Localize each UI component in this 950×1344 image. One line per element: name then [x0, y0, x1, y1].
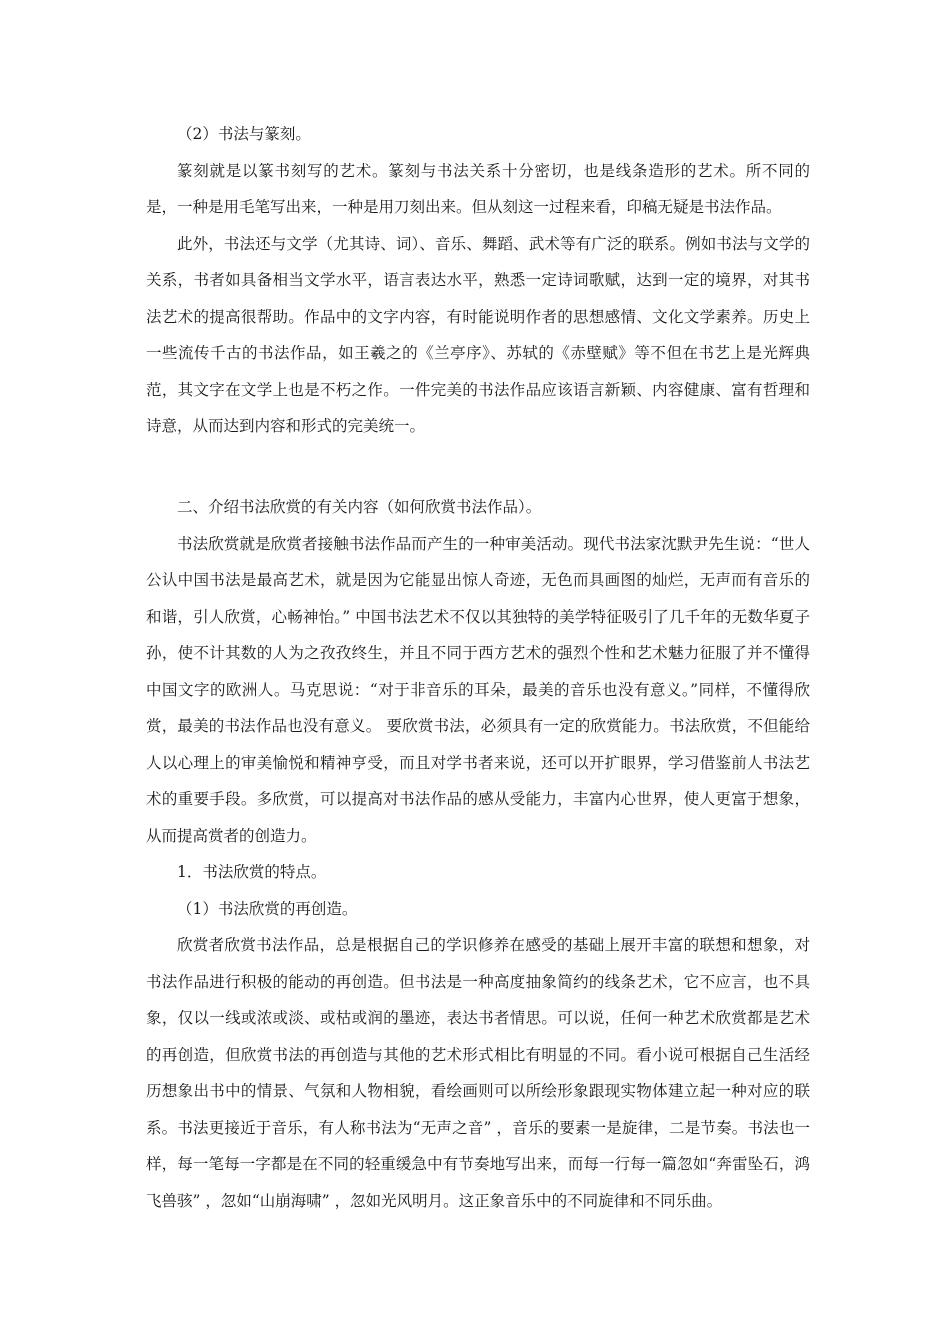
paragraph: 篆刻就是以篆书刻写的艺术。篆刻与书法关系十分密切，也是线条造形的艺术。所不同的是，一种是用毛笔写出来，一种是用刀刻出来。但从刻这一过程来看，印稿无疑是书法作品。: [146, 161, 810, 216]
paragraph: 书法欣赏就是欣赏者接触书法作品而产生的一种审美活动。现代书法家沈默尹先生说：“世人公认中国书法是最高艺术，就是因为它能显出惊人奇迹，无色而具画图的灿烂，无声而有音乐的和谐，引人欣赏，心畅神怡。” 中国书法艺术不仅以其独特的美学特征吸引了几千年的无数华夏子孙，使不计其数的人为之孜孜终生，并且不同于西方艺术的强烈个性和艺术魅力征服了并不懂得中国文字的欧洲人。马克思说：“对于非音乐的耳朵，最美的音乐也没有意义。”同样，不懂得欣赏，最美的书法作品也没有意义。 要欣赏书法，必须具有一定的欣赏能力。书法欣赏，不但能给人以心理上的审美愉悦和精神亨受，而且对学书者来说，还可以开扩眼界，学习借鉴前人书法艺术的重要手段。多欣赏，可以提高对书法作品的感从受能力，丰富内心世界，使人更富于想象，从而提高赏者的创造力。: [146, 534, 810, 845]
section-2: [146, 489, 810, 1219]
subsection-heading: （1）书法欣赏的再创造。: [177, 899, 358, 918]
section-heading: 二、介绍书法欣赏的有关内容（如何欣赏书法作品）。: [177, 498, 542, 516]
section-heading: （2）书法与篆刻。: [177, 125, 311, 143]
section-1: [146, 116, 810, 445]
paragraph: 欣赏者欣赏书法作品，总是根据自己的学识修养在感受的基础上展开丰富的联想和想象，对书法作品进行积极的能动的再创造。但书法是一种高度抽象简约的线条艺术，它不应言，也不具象，仅以一线或浓或淡、或枯或润的墨迹，表达书者情思。可以说，任何一种艺术欣赏都是艺术的再创造，但欣赏书法的再创造与其他的艺术形式相比有明显的不同。看小说可根据自己生活经历想象出书中的情景、气氛和人物相貌，看绘画则可以所绘形象跟现实物体建立起一种对应的联系。书法更接近于音乐，有人称书法为“无声之音” ，音乐的要素一是旋律，二是节奏。书法也一样，每一笔每一字都是在不同的轻重缓急中有节奏地写出来，而每一行每一篇忽如“奔雷坠石，鸿飞兽骇” ，忽如“山崩海啸” ，忽如光风明月。这正象音乐中的不同旋律和不同乐曲。: [146, 936, 810, 1210]
paragraph: 此外，书法还与文学（尤其诗、词）、音乐、舞蹈、武术等有广泛的联系。例如书法与文学的关系，书者如具备相当文学水平，语言表达水平，熟悉一定诗词歌赋，达到一定的境界，对其书法艺术的提高很帮助。作品中的文字内容，有时能说明作者的思想感情、文化文学素养。历史上一些流传千古的书法作品，如王羲之的《兰亭序》、苏轼的《赤壁赋》等不但在书艺上是光辉典范，其文字在文学上也是不朽之作。一件完美的书法作品应该语言新颖、内容健康、富有哲理和诗意，从而达到内容和形式的完美统一。: [146, 234, 810, 435]
subsection-heading: 1．书法欣赏的特点。: [177, 863, 327, 881]
